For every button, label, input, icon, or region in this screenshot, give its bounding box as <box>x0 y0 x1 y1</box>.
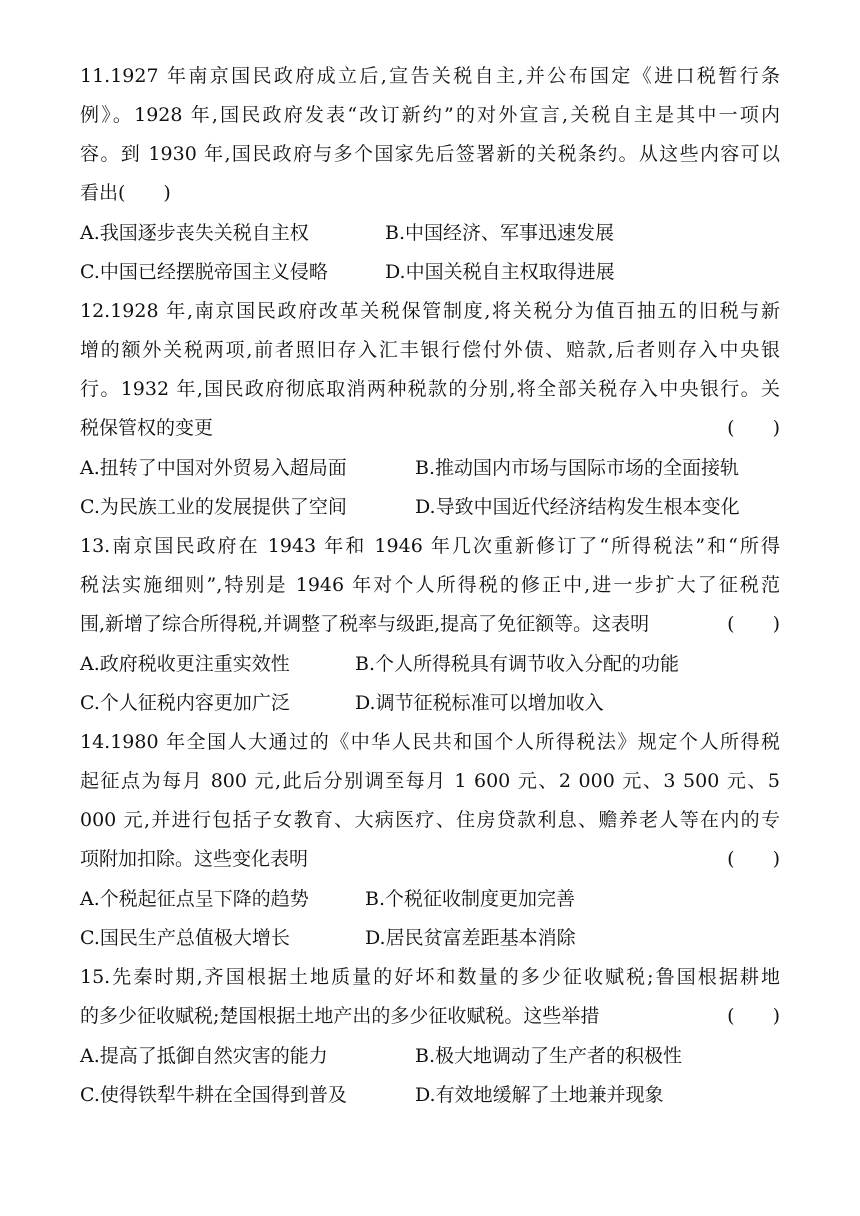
answer-bracket: ( ) <box>727 848 780 870</box>
question-11-line-1: 11.1927 年南京国民政府成立后,宣告关税自主,并公布国定《进口税暂行条 <box>80 65 780 87</box>
question-11-option-d: D.中国关税自主权取得进展 <box>385 261 615 283</box>
question-15-option-d: D.有效地缓解了土地兼并现象 <box>415 1084 664 1106</box>
question-14-line-2: 起征点为每月 800 元,此后分别调至每月 1 600 元、2 000 元、3 500 元、5 <box>80 770 780 792</box>
question-13-option-d: D.调节征税标准可以增加收入 <box>355 692 604 714</box>
question-15-line-1: 15.先秦时期,齐国根据土地质量的好坏和数量的多少征收赋税;鲁国根据耕地 <box>80 966 780 988</box>
question-13-line-2: 税法实施细则”,特别是 1946 年对个人所得税的修正中,进一步扩大了征税范 <box>80 574 780 596</box>
question-11-line-4: 看出( ) <box>80 182 171 204</box>
question-12-line-4: 税保管权的变更 <box>80 417 214 439</box>
question-11-option-c: C.中国已经摆脱帝国主义侵略 <box>80 261 328 283</box>
answer-bracket: ( ) <box>727 417 780 439</box>
question-13-line-3: 围,新增了综合所得税,并调整了税率与级距,提高了免征额等。这表明 <box>80 613 650 635</box>
question-12-line-3: 行。1932 年,国民政府彻底取消两种税款的分别,将全部关税存入中央银行。关 <box>80 378 780 400</box>
question-12-option-a: A.扭转了中国对外贸易入超局面 <box>80 457 347 479</box>
question-11-option-a: A.我国逐步丧失关税自主权 <box>80 222 309 244</box>
answer-bracket: ( ) <box>727 613 780 635</box>
question-12-option-b: B.推动国内市场与国际市场的全面接轨 <box>415 457 740 479</box>
question-11-option-b: B.中国经济、军事迅速发展 <box>385 222 615 244</box>
question-12-line-2: 增的额外关税两项,前者照旧存入汇丰银行偿付外债、赔款,后者则存入中央银 <box>80 339 780 361</box>
question-14-option-d: D.居民贫富差距基本消除 <box>365 927 576 949</box>
answer-bracket: ( ) <box>727 1005 780 1027</box>
question-13-line-1: 13.南京国民政府在 1943 年和 1946 年几次重新修订了“所得税法”和“所得 <box>80 535 780 557</box>
question-12-line-1: 12.1928 年,南京国民政府改革关税保管制度,将关税分为值百抽五的旧税与新 <box>80 300 780 322</box>
question-13-option-b: B.个人所得税具有调节收入分配的功能 <box>355 653 680 675</box>
question-14-option-a: A.个税起征点呈下降的趋势 <box>80 888 309 910</box>
question-12-option-c: C.为民族工业的发展提供了空间 <box>80 496 347 518</box>
question-14-line-4: 项附加扣除。这些变化表明 <box>80 848 309 870</box>
question-13-option-a: A.政府税收更注重实效性 <box>80 653 290 675</box>
question-14-option-c: C.国民生产总值极大增长 <box>80 927 290 949</box>
question-14-line-1: 14.1980 年全国人大通过的《中华人民共和国个人所得税法》规定个人所得税 <box>80 731 780 753</box>
question-15-line-2: 的多少征收赋税;楚国根据土地产出的多少征收赋税。这些举措 <box>80 1005 600 1027</box>
question-14-line-3: 000 元,并进行包括子女教育、大病医疗、住房贷款利息、赡养老人等在内的专 <box>80 809 780 831</box>
question-11-line-2: 例》。1928 年,国民政府发表“改订新约”的对外宣言,关税自主是其中一项内 <box>80 104 780 126</box>
question-15-option-b: B.极大地调动了生产者的积极性 <box>415 1045 683 1067</box>
question-13-option-c: C.个人征税内容更加广泛 <box>80 692 290 714</box>
question-15-option-a: A.提高了抵御自然灾害的能力 <box>80 1045 328 1067</box>
question-14-option-b: B.个税征收制度更加完善 <box>365 888 576 910</box>
question-11-line-3: 容。到 1930 年,国民政府与多个国家先后签署新的关税条约。从这些内容可以 <box>80 143 780 165</box>
question-12-option-d: D.导致中国近代经济结构发生根本变化 <box>415 496 740 518</box>
question-15-option-c: C.使得铁犁牛耕在全国得到普及 <box>80 1084 347 1106</box>
